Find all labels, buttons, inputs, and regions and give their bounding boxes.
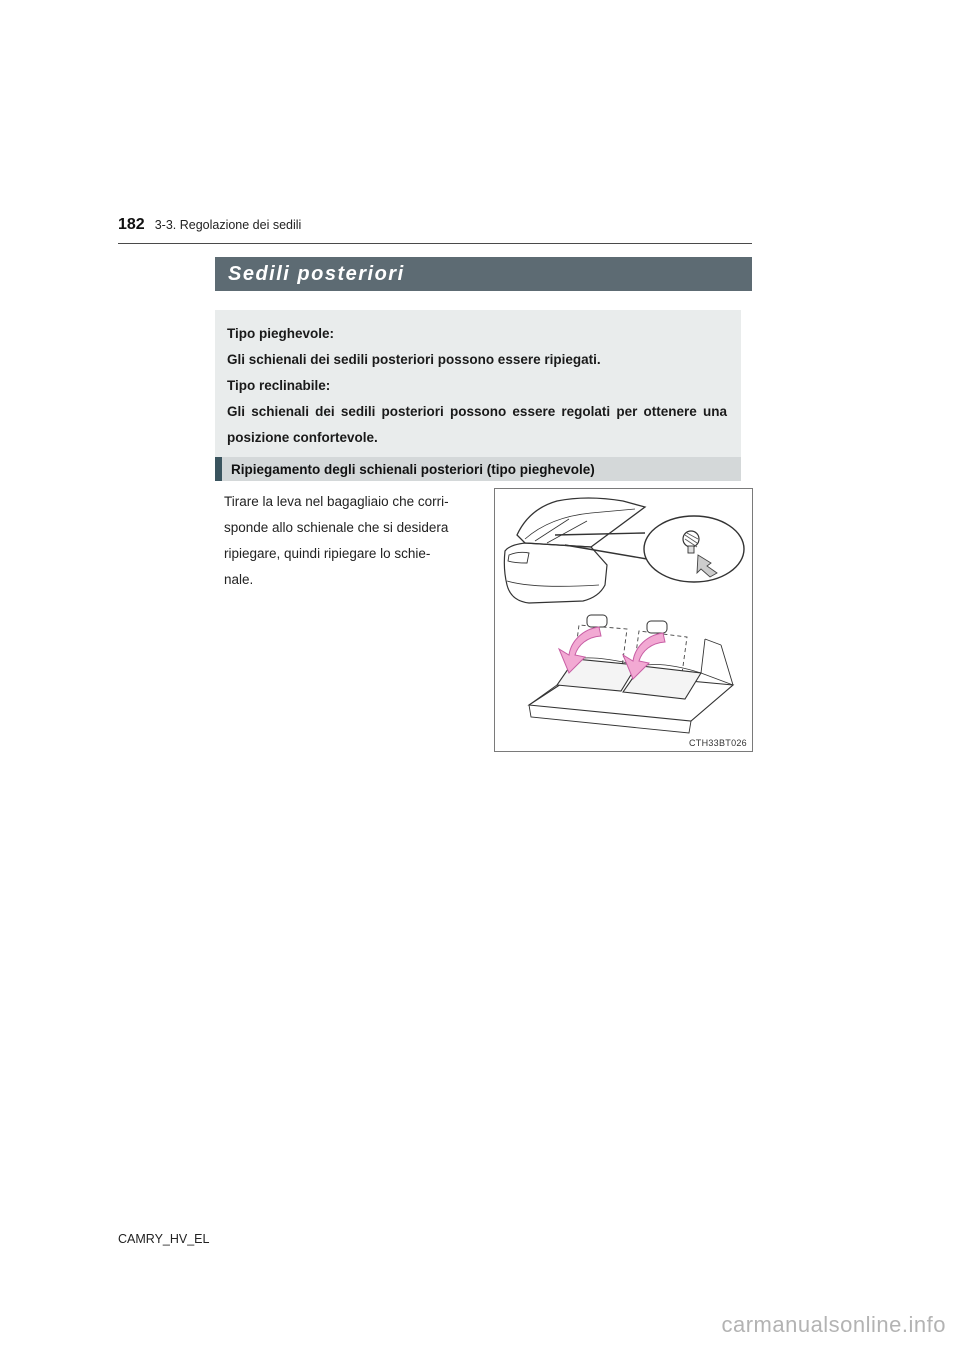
- main-title-bar: [215, 257, 752, 291]
- body-text-line: sponde allo schienale che si desidera: [224, 520, 449, 535]
- section-body: [224, 489, 488, 593]
- info-line: Tipo pieghevole:: [227, 326, 335, 341]
- body-text-line: ripiegare, quindi ripiegare lo schie-: [224, 546, 431, 561]
- trunk-seat-diagram: [495, 489, 752, 751]
- section-heading-bar: [215, 457, 741, 481]
- section-accent-mark: [215, 457, 222, 481]
- chapter-title: 3-3. Regolazione dei sedili: [154, 218, 302, 232]
- info-line: Tipo reclinabile:: [227, 378, 331, 393]
- body-text-line: Tirare la leva nel bagagliaio che corri-: [224, 494, 449, 509]
- info-line: Gli schienali dei sedili posteriori possono essere ripiegati.: [227, 352, 601, 367]
- figure-caption: CTH33BT026: [686, 738, 747, 748]
- page-header: [118, 216, 301, 234]
- body-text-line: nale.: [224, 572, 254, 587]
- info-line: Gli schienali dei sedili posteriori possono essere regolati per ottenere una posizione confortevole.: [227, 404, 727, 445]
- footer-document-code: CAMRY_HV_EL: [118, 1232, 210, 1246]
- header-divider: [118, 243, 752, 244]
- watermark-text: carmanualsonline.info: [721, 1312, 946, 1337]
- info-box: [215, 310, 741, 463]
- section-heading: Ripiegamento degli schienali posteriori (tipo pieghevole): [231, 461, 595, 477]
- figure-trunk-lever-illustration: [494, 488, 753, 752]
- page-title: Sedili posteriori: [228, 262, 405, 285]
- page-number: 182: [118, 216, 145, 233]
